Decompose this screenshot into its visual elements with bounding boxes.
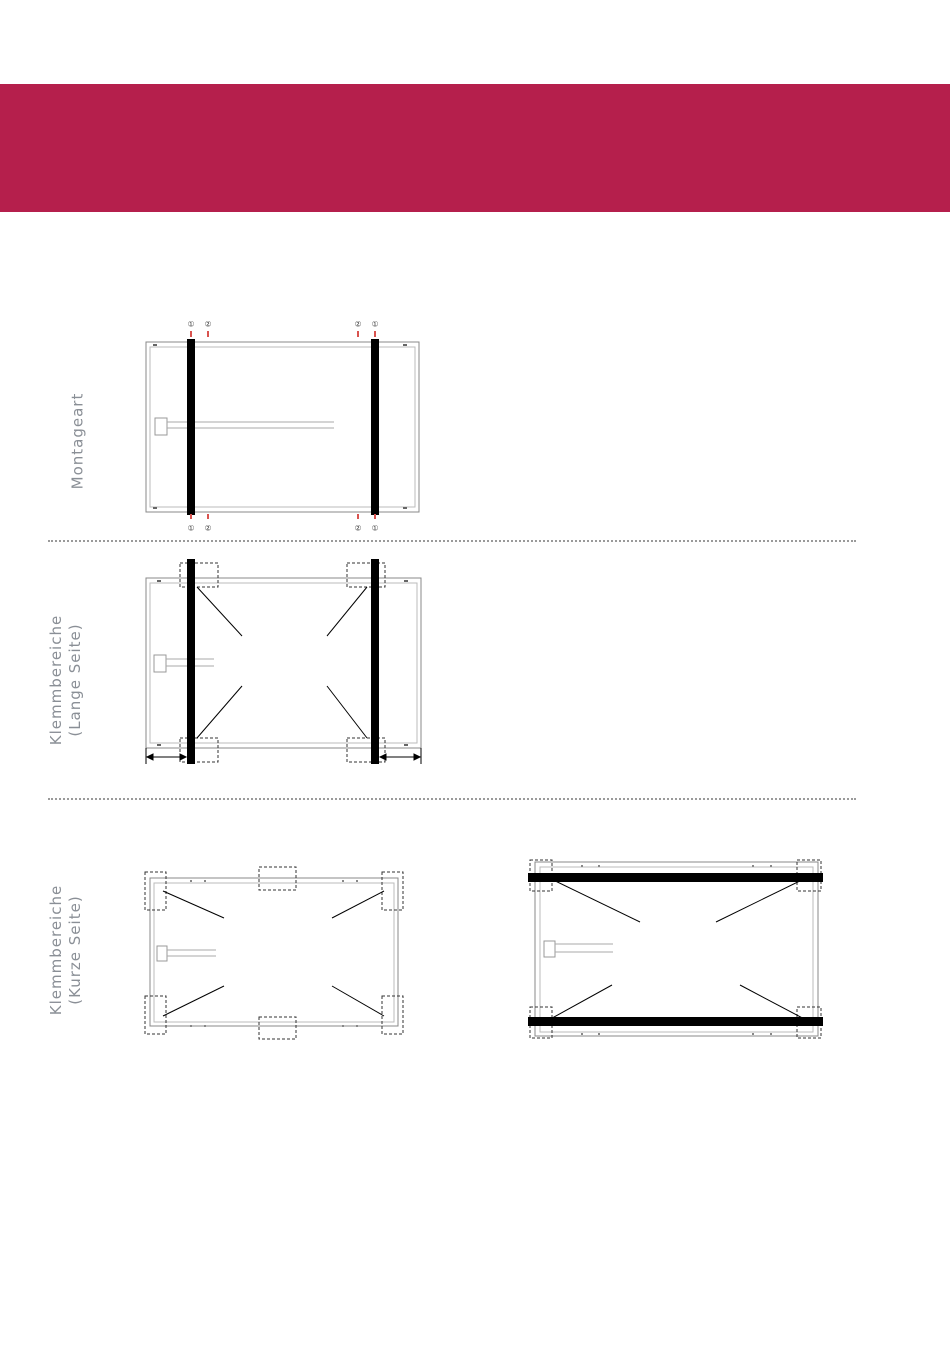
mounting-rail-left — [187, 559, 195, 764]
junction-box — [154, 655, 166, 672]
section-label-line1: Klemmbereiche — [47, 614, 65, 746]
section-divider — [48, 540, 856, 542]
module-frame-outer — [535, 862, 818, 1036]
section-label-line1: Klemmbereiche — [47, 884, 65, 1016]
marker-two: ② — [204, 523, 212, 533]
diagonal-lines — [197, 587, 367, 738]
long-side-clamp-diagram — [0, 550, 950, 780]
marker-one: ① — [187, 523, 195, 533]
marker-two: ② — [354, 523, 362, 533]
clamp-arrows-bottom — [191, 514, 375, 519]
mounting-diagram — [0, 310, 950, 540]
marker-one: ① — [371, 319, 379, 329]
marker-one: ① — [371, 523, 379, 533]
junction-box — [155, 418, 167, 435]
clamp-arrows-top — [191, 331, 375, 337]
header-banner — [0, 84, 950, 212]
mounting-rail-right — [371, 559, 379, 764]
clamp-zones — [530, 860, 821, 1038]
short-side-clamp-diagram-b — [0, 855, 950, 1050]
dimension-arrow-right — [380, 748, 421, 764]
mounting-rail-bottom — [528, 1017, 823, 1026]
diagonal-lines — [545, 876, 810, 1022]
module-frame-inner — [540, 867, 813, 1032]
mounting-rail-right — [371, 339, 379, 515]
marker-two: ② — [354, 319, 362, 329]
clamp-zones — [180, 563, 385, 762]
frame-ticks — [581, 865, 772, 1035]
section-label-line2: (Lange Seite) — [66, 623, 84, 737]
junction-box — [544, 941, 555, 957]
mounting-rail-left — [187, 339, 195, 515]
section-label-text: Montageart — [68, 392, 87, 490]
marker-one: ① — [187, 319, 195, 329]
marker-two: ② — [204, 319, 212, 329]
section-divider — [48, 798, 856, 800]
mounting-rail-top — [528, 873, 823, 882]
section-label-line2: (Kurze Seite) — [66, 895, 84, 1005]
